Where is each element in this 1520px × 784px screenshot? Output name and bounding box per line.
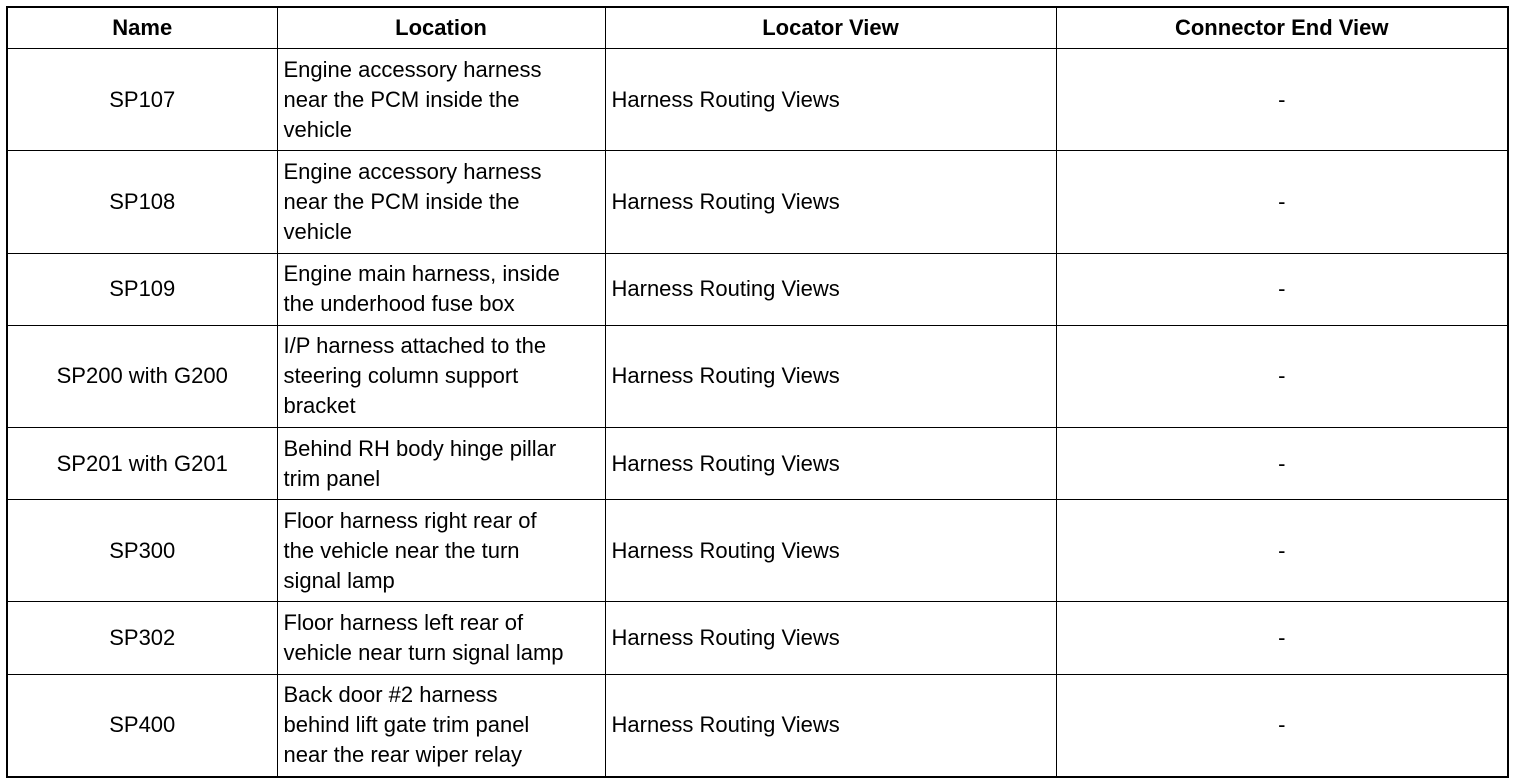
location-line: Engine accessory harness <box>283 158 542 184</box>
location-line: Behind RH body hinge pillar <box>283 435 557 461</box>
column-header-locator-view: Locator View <box>605 7 1056 49</box>
connector-end-view-cell: - <box>1056 500 1508 602</box>
connector-end-view-cell: - <box>1056 253 1508 325</box>
location-line: Floor harness left rear of <box>283 610 524 636</box>
name-cell: SP108 <box>7 151 277 253</box>
table-row <box>7 253 1508 325</box>
location-cell <box>277 151 605 253</box>
location-line: near the rear wiper relay <box>283 742 522 768</box>
name-cell: SP107 <box>7 49 277 151</box>
connector-end-view-cell: - <box>1056 151 1508 253</box>
name-cell: SP109 <box>7 253 277 325</box>
connector-end-view-cell: - <box>1056 674 1508 777</box>
table-row <box>7 151 1508 253</box>
location-line: near the PCM inside the <box>283 188 520 214</box>
locator-view-cell: Harness Routing Views <box>605 49 1056 151</box>
locator-view-cell: Harness Routing Views <box>605 253 1056 325</box>
location-line: near the PCM inside the <box>283 86 520 112</box>
location-line: Engine main harness, inside <box>283 261 560 287</box>
table-row <box>7 49 1508 151</box>
locator-view-cell: Harness Routing Views <box>605 602 1056 674</box>
table-row <box>7 602 1508 674</box>
location-cell <box>277 602 605 674</box>
table-row <box>7 500 1508 602</box>
column-header-connector-end-view: Connector End View <box>1056 7 1508 49</box>
location-line: Engine accessory harness <box>283 56 542 82</box>
name-cell: SP302 <box>7 602 277 674</box>
connector-end-view-cell: - <box>1056 602 1508 674</box>
location-line: vehicle near turn signal lamp <box>283 640 564 666</box>
column-header-location: Location <box>277 7 605 49</box>
location-line: bracket <box>283 393 356 419</box>
table-row <box>7 674 1508 777</box>
location-line: vehicle <box>283 218 352 244</box>
location-cell <box>277 253 605 325</box>
splice-pack-table <box>6 6 1509 778</box>
locator-view-cell: Harness Routing Views <box>605 325 1056 427</box>
connector-end-view-cell: - <box>1056 427 1508 499</box>
location-line: I/P harness attached to the <box>283 333 547 359</box>
name-cell: SP400 <box>7 674 277 777</box>
name-cell: SP300 <box>7 500 277 602</box>
table-row <box>7 427 1508 499</box>
table-row <box>7 325 1508 427</box>
location-cell <box>277 325 605 427</box>
location-cell <box>277 500 605 602</box>
location-line: steering column support <box>283 363 519 389</box>
location-line: Floor harness right rear of <box>283 507 537 533</box>
name-cell: SP200 with G200 <box>7 325 277 427</box>
location-cell <box>277 674 605 777</box>
location-line: signal lamp <box>283 567 395 593</box>
location-line: behind lift gate trim panel <box>283 712 530 738</box>
connector-end-view-cell: - <box>1056 49 1508 151</box>
location-line: the vehicle near the turn <box>283 537 520 563</box>
location-cell <box>277 49 605 151</box>
location-cell <box>277 427 605 499</box>
locator-view-cell: Harness Routing Views <box>605 151 1056 253</box>
locator-view-cell: Harness Routing Views <box>605 427 1056 499</box>
table-header-row <box>7 7 1508 49</box>
connector-end-view-cell: - <box>1056 325 1508 427</box>
location-line: vehicle <box>283 116 352 142</box>
location-line: trim panel <box>283 465 381 491</box>
column-header-name: Name <box>7 7 277 49</box>
location-line: Back door #2 harness <box>283 682 498 708</box>
name-cell: SP201 with G201 <box>7 427 277 499</box>
locator-view-cell: Harness Routing Views <box>605 500 1056 602</box>
locator-view-cell: Harness Routing Views <box>605 674 1056 777</box>
location-line: the underhood fuse box <box>283 291 515 317</box>
